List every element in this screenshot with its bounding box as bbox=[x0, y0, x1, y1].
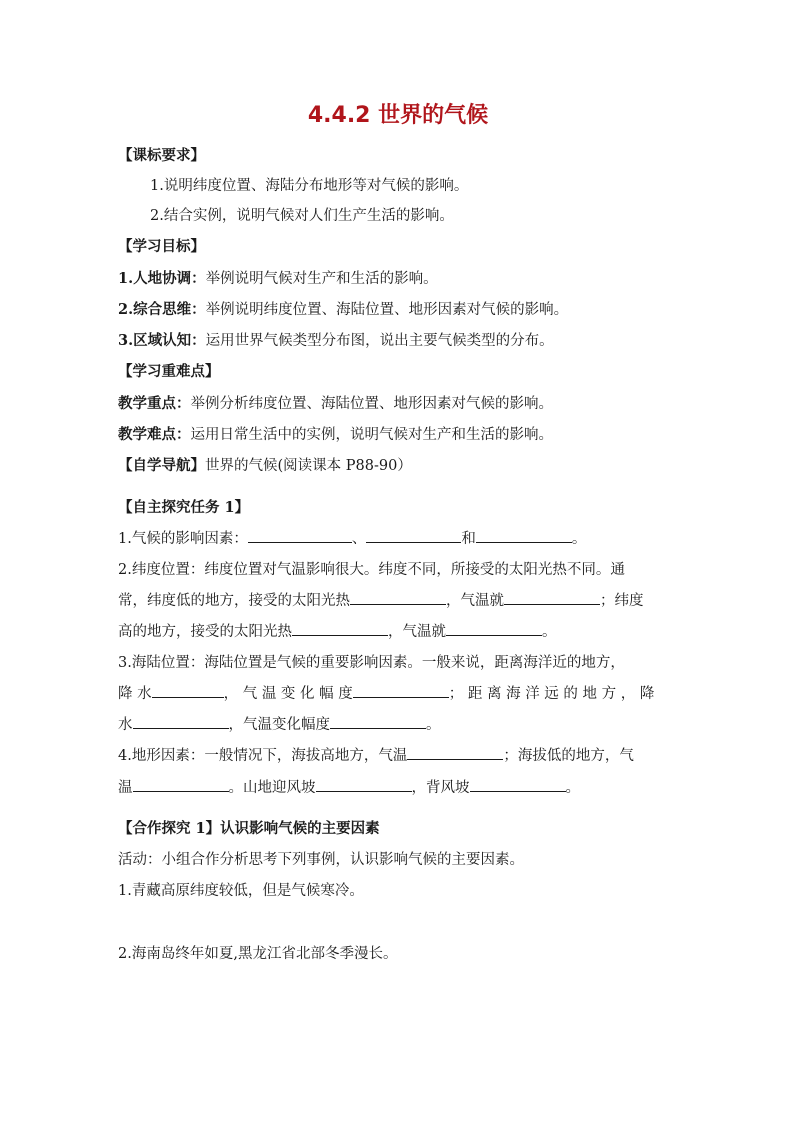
zhongnan-item-1 bbox=[118, 392, 553, 416]
fill-blank[interactable] bbox=[407, 745, 503, 760]
task1-q3-line3 bbox=[118, 713, 441, 737]
zhongnan-label: 教学重点： bbox=[118, 395, 191, 412]
daohang-line bbox=[118, 454, 412, 478]
fill-blank[interactable] bbox=[292, 621, 388, 636]
task1-q2-line3 bbox=[118, 620, 557, 644]
fill-blank[interactable] bbox=[470, 777, 566, 792]
mubiao-text: 举例说明气候对生产和生活的影响。 bbox=[205, 271, 438, 287]
q2-text: 高的地方，接受的太阳光热 bbox=[118, 624, 292, 640]
zhongnan-label: 教学难点： bbox=[118, 426, 191, 443]
page-title: 4.4.2 世界的气候 bbox=[307, 103, 489, 128]
hezuo-heading bbox=[118, 817, 380, 841]
mubiao-item-2 bbox=[118, 298, 568, 322]
mubiao-heading: 【学习目标】 bbox=[118, 238, 205, 255]
q3-text: 水 bbox=[118, 717, 133, 733]
task1-q1 bbox=[118, 527, 586, 551]
mubiao-label: 1.人地协调： bbox=[118, 270, 206, 287]
task1-q3-line2 bbox=[118, 682, 654, 706]
fill-blank[interactable] bbox=[350, 590, 446, 605]
q3-text: ； 距 离 海 洋 远 的 地 方 ， 降 bbox=[448, 686, 655, 702]
q3-text: 降 水 bbox=[118, 686, 152, 702]
fill-blank[interactable] bbox=[366, 528, 461, 543]
task1-q4-line1 bbox=[118, 744, 634, 768]
q1-text: 。 bbox=[571, 531, 587, 547]
daohang-label: 【自学导航】 bbox=[118, 457, 205, 474]
mubiao-label: 3.区域认知： bbox=[118, 332, 206, 349]
q4-text: ，背风坡 bbox=[411, 780, 470, 796]
hezuo-label: 【合作探究 1】 bbox=[118, 820, 221, 837]
fill-blank[interactable] bbox=[133, 777, 229, 792]
zhongnan-heading: 【学习重难点】 bbox=[118, 363, 220, 380]
zhongnan-item-2 bbox=[118, 423, 553, 447]
mubiao-label: 2.综合思维： bbox=[118, 301, 206, 318]
fill-blank[interactable] bbox=[353, 683, 449, 698]
q1-text: 、 bbox=[351, 531, 367, 547]
q1-text: 1.气候的影响因素： bbox=[118, 531, 248, 547]
q2-text: 常，纬度低的地方，接受的太阳光热 bbox=[118, 593, 350, 609]
q4-text: ；海拔低的地方，气 bbox=[503, 748, 634, 764]
q2-text: ，气温就 bbox=[446, 593, 504, 609]
hezuo-item-1: 1.青藏高原纬度较低，但是气候寒冷。 bbox=[118, 883, 364, 899]
kebiao-item-1: 1.说明纬度位置、海陆分布地形等对气候的影响。 bbox=[150, 178, 469, 194]
zhongnan-text: 举例分析纬度位置、海陆位置、地形因素对气候的影响。 bbox=[190, 396, 553, 412]
mubiao-item-1 bbox=[118, 267, 438, 291]
q4-text: 。山地迎风坡 bbox=[228, 780, 316, 796]
fill-blank[interactable] bbox=[133, 714, 229, 729]
q2-text: ；纬度 bbox=[600, 593, 644, 609]
fill-blank[interactable] bbox=[330, 714, 426, 729]
fill-blank[interactable] bbox=[504, 590, 600, 605]
task1-q2-line1: 2.纬度位置：纬度位置对气温影响很大。纬度不同，所接受的太阳光热不同。通 bbox=[118, 562, 625, 578]
q2-text: 。 bbox=[542, 624, 557, 640]
mubiao-text: 运用世界气候类型分布图，说出主要气候类型的分布。 bbox=[205, 333, 554, 349]
mubiao-item-3 bbox=[118, 329, 554, 353]
q2-text: ，气温就 bbox=[388, 624, 446, 640]
hezuo-item-2: 2.海南岛终年如夏,黑龙江省北部冬季漫长。 bbox=[118, 946, 398, 962]
q3-text: ， 气 温 变 化 幅 度 bbox=[223, 686, 353, 702]
task1-q2-line2 bbox=[118, 589, 644, 613]
task1-q3-line1: 3.海陆位置：海陆位置是气候的重要影响因素。一般来说，距离海洋近的地方， bbox=[118, 655, 625, 671]
task1-heading: 【自主探究任务 1】 bbox=[118, 499, 250, 516]
fill-blank[interactable] bbox=[152, 683, 224, 698]
q1-text: 和 bbox=[461, 531, 476, 547]
fill-blank[interactable] bbox=[248, 528, 352, 543]
q4-text: 。 bbox=[565, 780, 580, 796]
hezuo-title: 认识影响气候的主要因素 bbox=[220, 820, 380, 837]
q3-text: ，气温变化幅度 bbox=[228, 717, 330, 733]
hezuo-intro: 活动：小组合作分析思考下列事例，认识影响气候的主要因素。 bbox=[118, 852, 524, 868]
task1-q4-line2 bbox=[118, 776, 580, 800]
kebiao-heading: 【课标要求】 bbox=[118, 147, 205, 164]
q3-text: 。 bbox=[426, 717, 441, 733]
q4-text: 4.地形因素：一般情况下，海拔高地方，气温 bbox=[118, 748, 408, 764]
mubiao-text: 举例说明纬度位置、海陆位置、地形因素对气候的影响。 bbox=[205, 302, 569, 318]
kebiao-item-2: 2.结合实例，说明气候对人们生产生活的影响。 bbox=[150, 208, 454, 224]
fill-blank[interactable] bbox=[446, 621, 542, 636]
q4-text: 温 bbox=[118, 780, 133, 796]
fill-blank[interactable] bbox=[476, 528, 572, 543]
fill-blank[interactable] bbox=[316, 777, 412, 792]
daohang-text: 世界的气候(阅读课本 P88-90） bbox=[205, 458, 412, 474]
zhongnan-text: 运用日常生活中的实例，说明气候对生产和生活的影响。 bbox=[190, 427, 553, 443]
